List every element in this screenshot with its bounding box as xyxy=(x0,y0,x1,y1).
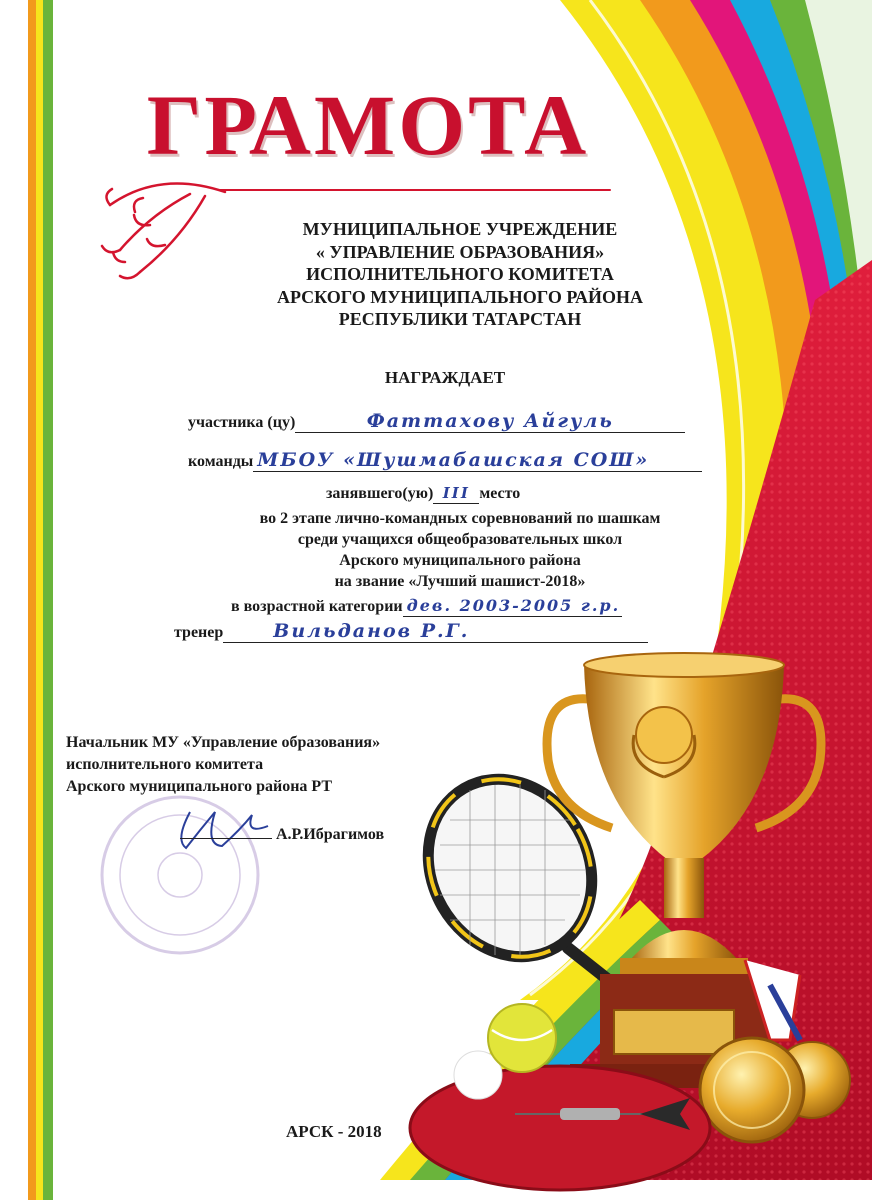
description-line: Арского муниципального района xyxy=(339,552,581,569)
footer-place-year: АРСК - 2018 xyxy=(286,1122,382,1141)
organization-line: « УПРАВЛЕНИЕ ОБРАЗОВАНИЯ» xyxy=(315,241,605,262)
place-row xyxy=(326,484,520,504)
participant-label: участника (цу) xyxy=(188,414,296,431)
place-suffix: место xyxy=(479,485,521,502)
signatory-line: исполнительного комитета xyxy=(66,756,264,773)
organization-line: ИСПОЛНИТЕЛЬНОГО КОМИТЕТА xyxy=(306,264,614,284)
age-row xyxy=(231,596,622,617)
coach-value: Вильданов Р.Г. xyxy=(273,620,470,642)
coach-row xyxy=(174,620,648,643)
description-line: среди учащихся общеобразовательных школ xyxy=(297,531,623,548)
age-label: в возрастной категории xyxy=(231,598,403,615)
team-label: команды xyxy=(188,453,254,470)
awards-heading: НАГРАЖДАЕТ xyxy=(384,368,506,387)
organization-line: МУНИЦИПАЛЬНОЕ УЧРЕЖДЕНИЕ xyxy=(302,219,618,239)
age-value: дев. 2003-2005 г.р. xyxy=(406,596,621,615)
certificate-title: ГРАМОТА xyxy=(146,77,590,173)
description-line: на звание «Лучший шашист-2018» xyxy=(334,573,586,590)
left-border xyxy=(28,0,56,1200)
description-line: во 2 этапе лично-командных соревнований по шашкам xyxy=(259,510,661,527)
organization-line: АРСКОГО МУНИЦИПАЛЬНОГО РАЙОНА xyxy=(276,286,644,307)
signatory-line: Арского муниципального района РТ xyxy=(66,778,333,795)
participant-row xyxy=(188,410,685,433)
competition-description xyxy=(180,508,740,592)
team-row xyxy=(188,449,702,472)
signatory-name: А.Р.Ибрагимов xyxy=(276,826,385,843)
organization-block xyxy=(190,218,730,331)
place-label: занявшего(ую) xyxy=(326,485,434,502)
place-value: III xyxy=(442,484,470,502)
official-stamp xyxy=(102,797,258,953)
organization-line: РЕСПУБЛИКИ ТАТАРСТАН xyxy=(338,309,582,329)
team-value: МБОУ «Шушмабашская СОШ» xyxy=(257,449,650,471)
participant-value: Фаттахову Айгуль xyxy=(366,410,614,432)
signature-row xyxy=(180,826,384,844)
signatory-line: Начальник МУ «Управление образования» xyxy=(66,734,381,751)
coach-label: тренер xyxy=(174,624,224,641)
signatory-block xyxy=(66,732,380,798)
